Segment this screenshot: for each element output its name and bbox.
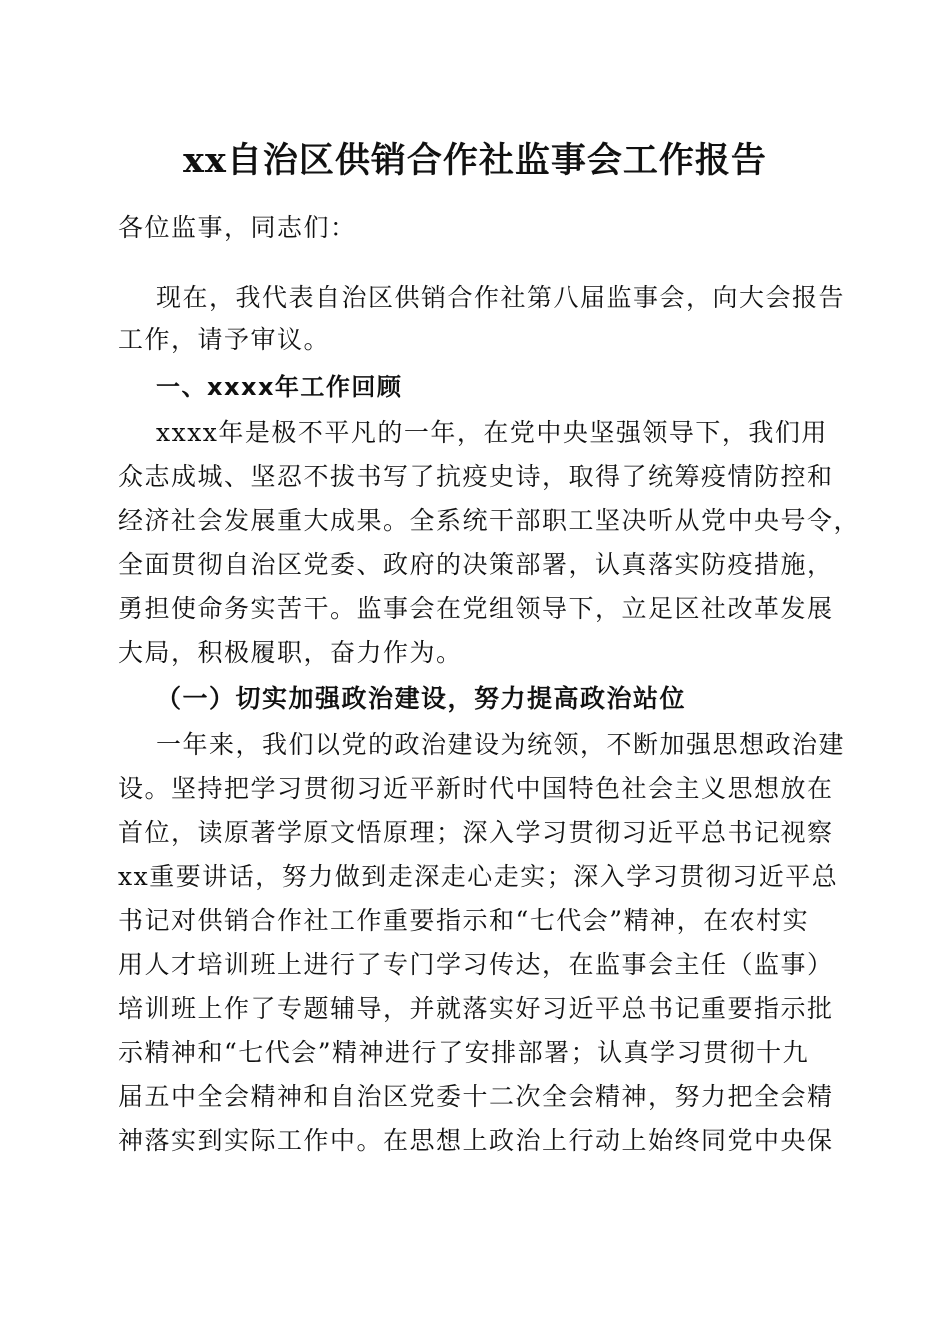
paragraph-line: xxxx年是极不平凡的一年，在党中央坚强领导下，我们用 [156,418,828,447]
paragraph-line: 设。坚持把学习贯彻习近平新时代中国特色社会主义思想放在 [118,774,834,803]
section-1-heading: 一、xxxx年工作回顾 [156,373,403,401]
paragraph-line: 勇担使命务实苦干。监事会在党组领导下，立足区社改革发展 [118,594,834,623]
paragraph-line: 全面贯彻自治区党委、政府的决策部署，认真落实防疫措施， [118,550,834,579]
paragraph-line: 培训班上作了专题辅导，并就落实好习近平总书记重要指示批 [118,994,834,1023]
paragraph-line: 经济社会发展重大成果。全系统干部职工坚决听从党中央号令， [118,506,861,535]
paragraph-line: 书记对供销合作社工作重要指示和“七代会”精神，在农村实 [118,906,810,935]
paragraph-line: 首位，读原著学原文悟原理；深入学习贯彻习近平总书记视察 [118,818,834,847]
intro-line-1: 现在，我代表自治区供销合作社第八届监事会，向大会报告 [156,283,846,312]
paragraph-line: 众志成城、坚忍不拔书写了抗疫史诗，取得了统筹疫情防控和 [118,462,834,491]
paragraph-line: 用人才培训班上进行了专门学习传达，在监事会主任（监事） [118,950,834,979]
intro-line-2: 工作，请予审议。 [118,325,331,354]
salutation: 各位监事，同志们： [118,213,357,242]
document-title: xx自治区供销合作社监事会工作报告 [183,140,767,181]
paragraph-line: 大局，积极履职，奋力作为。 [118,638,463,667]
subsection-1-heading: （一）切实加强政治建设，努力提高政治站位 [156,684,687,713]
paragraph-line: 示精神和“七代会”精神进行了安排部署；认真学习贯彻十九 [118,1038,810,1067]
paragraph-line: 一年来，我们以党的政治建设为统领，不断加强思想政治建 [156,730,846,759]
paragraph-line: 神落实到实际工作中。在思想上政治上行动上始终同党中央保 [118,1126,834,1155]
paragraph-line: 届五中全会精神和自治区党委十二次全会精神，努力把全会精 [118,1082,834,1111]
paragraph-line: xx重要讲话，努力做到走深走心走实；深入学习贯彻习近平总 [118,862,839,891]
